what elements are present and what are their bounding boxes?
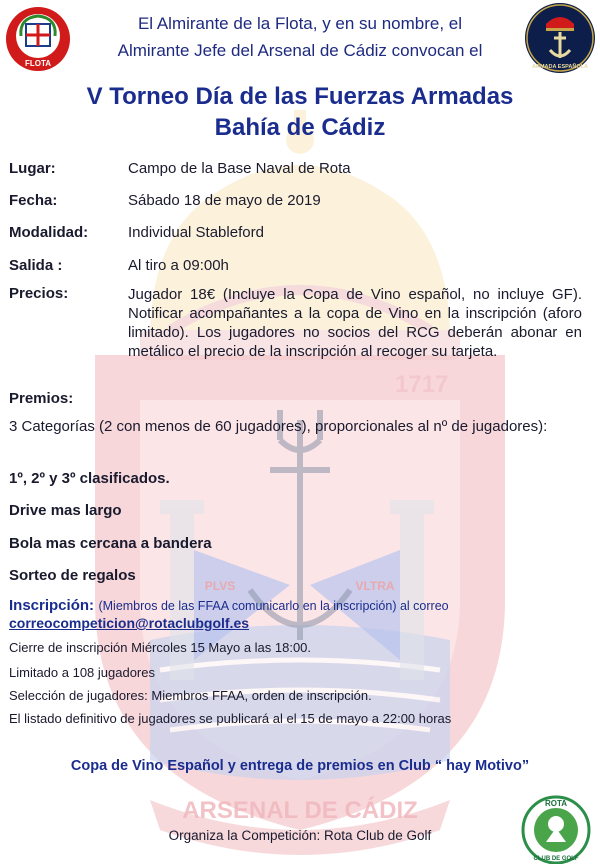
watermark-flag1: PLVS [204, 579, 236, 593]
armada-logo-text: ARMADA ESPAÑOLA [532, 64, 588, 70]
inscripcion-seleccion: Selección de jugadores: Miembros FFAA, orden de inscripción. [9, 688, 372, 703]
modalidad-value: Individual Stableford [128, 224, 264, 241]
watermark-arsenal: ARSENAL DE CÁDIZ [182, 797, 418, 824]
salida-label: Salida : [9, 257, 63, 274]
inscripcion-note: (Miembros de las FFAA comunicarlo en la inscripción) al correo [98, 599, 449, 613]
inscripcion-line [9, 597, 449, 615]
organiza-text: Organiza la Competición: Rota Club de Golf [168, 828, 432, 843]
rota-logo-text-bottom: CLUB DE GOLF [533, 856, 579, 862]
premios-sorteo: Sorteo de regalos [9, 567, 136, 584]
inscripcion-label: Inscripción: [9, 597, 95, 614]
precios-value: Jugador 18€ (Incluye la Copa de Vino español, no incluye GF). Notificar acompañantes a la copa de Vino en la inscripción (aforo limitado). Los jugadores no socios del RCG deberán abonar en metálico el precio de la inscripción al recoger su tarjeta. [128, 286, 582, 360]
premios-bola: Bola mas cercana a bandera [9, 535, 212, 552]
header-line-1: El Almirante de la Flota, y en su nombre, el [137, 14, 463, 33]
tournament-title: V Torneo Día de las Fuerzas Armadas [86, 83, 514, 110]
fecha-value: Sábado 18 de mayo de 2019 [128, 192, 321, 209]
copa-vino-text: Copa de Vino Español y entrega de premios en Club “ hay Motivo” [70, 758, 530, 774]
inscripcion-listado: El listado definitivo de jugadores se publicará al el 15 de mayo a 22:00 horas [9, 711, 452, 726]
watermark-year: 1717 [395, 371, 449, 398]
armada-espanola-logo [524, 2, 596, 74]
premios-categorias: 3 Categorías (2 con menos de 60 jugadores), proporcionales al nº de jugadores): [9, 418, 548, 435]
lugar-label: Lugar: [9, 160, 56, 177]
flota-logo [5, 6, 71, 72]
inscripcion-limitado: Limitado a 108 jugadores [9, 665, 155, 680]
lugar-value: Campo de la Base Naval de Rota [128, 160, 351, 177]
premios-drive: Drive mas largo [9, 502, 122, 519]
rota-club-golf-logo [520, 794, 592, 864]
watermark-flag2: VLTRA [355, 579, 395, 593]
rota-logo-text-top: ROTA [544, 799, 568, 808]
header-line-2: Almirante Jefe del Arsenal de Cádiz convocan el [117, 41, 483, 60]
fecha-label: Fecha: [9, 192, 58, 209]
inscripcion-email-wrap [9, 615, 249, 633]
premios-clasificados: 1º, 2º y 3º clasificados. [9, 470, 170, 487]
precios-label: Precios: [9, 285, 69, 302]
modalidad-label: Modalidad: [9, 224, 89, 241]
flota-logo-text: FLOTA [24, 59, 52, 68]
salida-value: Al tiro a 09:00h [128, 257, 229, 274]
premios-label: Premios: [9, 390, 74, 407]
inscripcion-cierre: Cierre de inscripción Miércoles 15 Mayo a las 18:00. [9, 640, 312, 655]
tournament-subtitle: Bahía de Cádiz [214, 114, 386, 141]
inscripcion-email-link[interactable]: correocompeticion@rotaclubgolf.es [9, 615, 250, 631]
